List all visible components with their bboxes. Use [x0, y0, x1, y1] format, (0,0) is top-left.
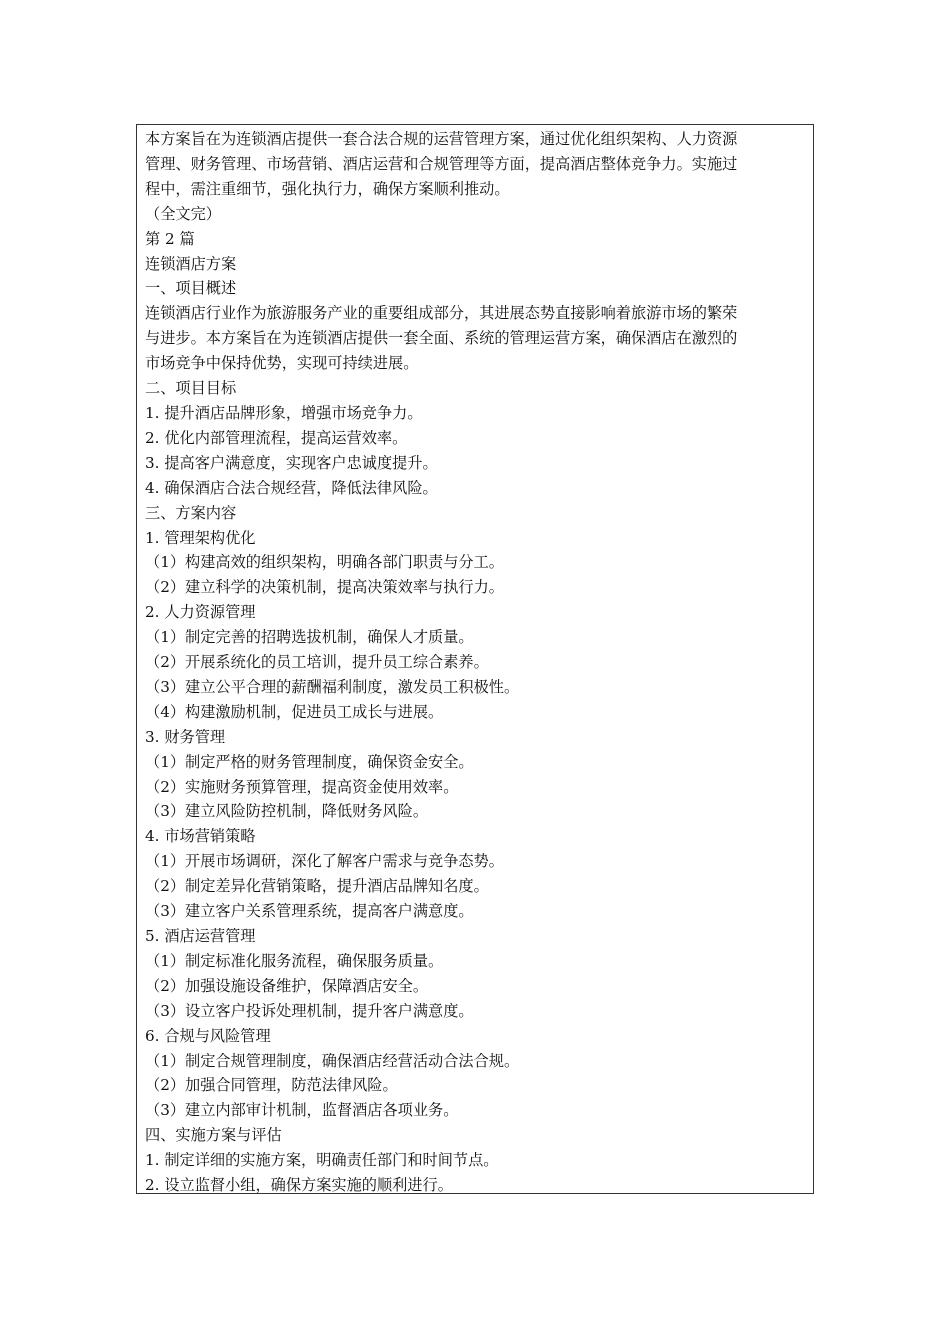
list-item: （1）制定完善的招聘选拔机制，确保人才质量。 [145, 628, 474, 647]
subsection-heading: 6. 合规与风险管理 [145, 1026, 271, 1045]
list-item: （2）实施财务预算管理，提高资金使用效率。 [145, 777, 459, 796]
list-item: （1）制定严格的财务管理制度，确保资金安全。 [145, 752, 474, 771]
list-item: （3）设立客户投诉处理机制，提升客户满意度。 [145, 1001, 474, 1020]
list-item: （2）制定差异化营销策略，提升酒店品牌知名度。 [145, 877, 489, 896]
body-text-line: 程中，需注重细节，强化执行力，确保方案顺利推动。 [145, 179, 510, 198]
list-item: （1）制定合规管理制度，确保酒店经营活动合法合规。 [145, 1051, 520, 1070]
list-item: 1. 提升酒店品牌形象，增强市场竞争力。 [145, 403, 423, 422]
section-heading: 三、方案内容 [145, 503, 237, 522]
subsection-heading: 3. 财务管理 [145, 727, 226, 746]
subsection-heading: 5. 酒店运营管理 [145, 927, 256, 945]
list-item: （2）加强设施设备维护，保障酒店安全。 [145, 976, 429, 995]
section-heading: 一、项目概述 [145, 279, 237, 298]
section-heading: 二、项目目标 [145, 379, 237, 398]
body-text-line: 管理、财务管理、市场营销、酒店运营和合规管理等方面，提高酒店整体竞争力。实施过 [145, 154, 738, 173]
subsection-heading: 4. 市场营销策略 [145, 827, 256, 846]
list-item: 4. 确保酒店合法合规经营，降低法律风险。 [145, 478, 438, 497]
list-item: （2）开展系统化的员工培训，提升员工综合素养。 [145, 653, 489, 672]
body-text-line: 连锁酒店行业作为旅游服务产业的重要组成部分，其进展态势直接影响着旅游市场的繁荣 [145, 304, 738, 323]
subsection-heading: 1. 管理架构优化 [145, 528, 256, 547]
document-frame [136, 124, 814, 1194]
end-marker: （全文完） [145, 204, 221, 223]
list-item: 3. 提高客户满意度，实现客户忠诚度提升。 [145, 453, 438, 472]
list-item: （2）加强合同管理，防范法律风险。 [145, 1076, 398, 1095]
list-item: 2. 设立监督小组，确保方案实施的顺利进行。 [145, 1176, 453, 1195]
list-item: （2）建立科学的决策机制，提高决策效率与执行力。 [145, 578, 504, 597]
body-text-line: 本方案旨在为连锁酒店提供一套合法合规的运营管理方案，通过优化组织架构、人力资源 [145, 130, 738, 148]
chapter-label: 第 2 篇 [145, 229, 195, 248]
list-item: （4）构建激励机制，促进员工成长与进展。 [145, 702, 444, 721]
list-item: （1）制定标准化服务流程，确保服务质量。 [145, 951, 444, 970]
list-item: （1）构建高效的组织架构，明确各部门职责与分工。 [145, 553, 504, 572]
body-text-line: 与进步。本方案旨在为连锁酒店提供一套全面、系统的管理运营方案，确保酒店在激烈的 [145, 329, 738, 348]
list-item: 1. 制定详细的实施方案，明确责任部门和时间节点。 [145, 1151, 499, 1170]
list-item: （3）建立风险防控机制，降低财务风险。 [145, 802, 429, 821]
list-item: （3）建立客户关系管理系统，提高客户满意度。 [145, 902, 474, 921]
list-item: （3）建立内部审计机制，监督酒店各项业务。 [145, 1101, 459, 1120]
subsection-heading: 2. 人力资源管理 [145, 603, 256, 622]
list-item: （1）开展市场调研，深化了解客户需求与竞争态势。 [145, 852, 504, 871]
list-item: 2. 优化内部管理流程，提高运营效率。 [145, 428, 408, 447]
section-heading: 四、实施方案与评估 [145, 1126, 282, 1145]
list-item: （3）建立公平合理的薪酬福利制度，激发员工积极性。 [145, 677, 520, 696]
body-text-line: 市场竞争中保持优势，实现可持续进展。 [145, 354, 419, 373]
document-title: 连锁酒店方案 [145, 254, 237, 273]
